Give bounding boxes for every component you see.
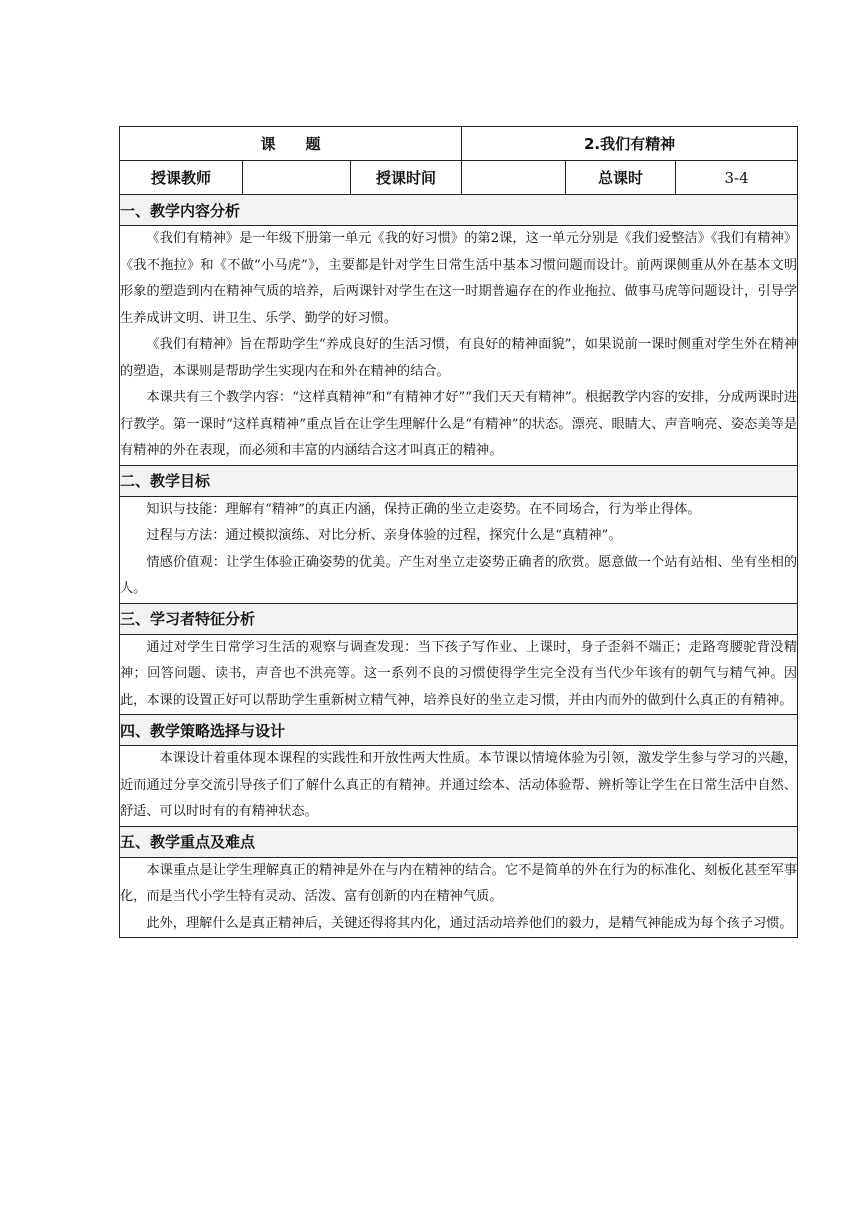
section-title-content-analysis: 一、教学内容分析	[120, 195, 798, 226]
paragraph: 通过对学生日常学习生活的观察与调查发现：当下孩子写作业、上课时，身子歪斜不端正；走路弯腰驼背没精神；回答问题、读书，声音也不洪亮等。这一系列不良的习惯使得学生完全没有当代少年该有的朝气与精气神。因此，本课的设置正好可以帮助学生重新树立精气神，培养良好的坐立走习惯，并由内而外的做到什么真正的有精神。	[120, 639, 798, 708]
teacher-label: 授课教师	[120, 161, 243, 195]
section-body	[120, 634, 798, 715]
paragraph: 过程与方法：通过模拟演练、对比分析、亲身体验的过程，探究什么是“真精神”。	[146, 528, 622, 543]
topic-row	[120, 127, 798, 161]
lesson-plan-table	[119, 126, 798, 938]
info-row	[120, 161, 798, 195]
section-body-learner-analysis	[120, 634, 798, 715]
section-body	[120, 496, 798, 603]
section-heading	[120, 465, 798, 496]
time-label: 授课时间	[351, 161, 462, 195]
section-title-objectives: 二、教学目标	[120, 465, 798, 496]
paragraph: 知识与技能：理解有“精神”的真正内涵，保持正确的坐立走姿势。在不同场合，行为举止得体。	[146, 501, 701, 517]
section-title-strategy: 四、教学策略选择与设计	[120, 715, 798, 746]
section-body	[120, 226, 798, 466]
section-heading	[120, 195, 798, 226]
paragraph: 本课设计着重体现本课程的实践性和开放性两大性质。本节课以情境体验为引领，激发学生参与学习的兴趣，近而通过分享交流引导孩子们了解什么真正的有精神。并通过绘本、活动体验帮、辨析等让学生在日常生活中自然、舒适、可以时时有的有精神状态。	[120, 751, 798, 819]
paragraph: 本课共有三个教学内容：“这样真精神”和“有精神才好”“我们天天有精神”。根据教学内容的安排，分成两课时进行教学。第一课时“这样真精神”重点旨在让学生理解什么是“有精神”的状态。漂亮、眼睛大、声音响亮、姿态美等是有精神的外在表现，而必须和丰富的内涵结合这才叫真正的精神。	[120, 390, 798, 458]
paragraph: 情感价值观：让学生体验正确姿势的优美。产生对坐立走姿势正确者的欣赏。愿意做一个站有站相、坐有坐相的人。	[120, 554, 798, 596]
section-body-content-analysis	[120, 226, 798, 466]
section-title-key-points: 五、教学重点及难点	[120, 826, 798, 857]
paragraph: 本课重点是让学生理解真正的精神是外在与内在精神的结合。它不是简单的外在行为的标准化、刻板化甚至军事化，而是当代小学生特有灵动、活泼、富有创新的内在精神气质。	[120, 862, 798, 904]
section-body-strategy	[120, 746, 798, 827]
teacher-value	[243, 161, 351, 195]
paragraph: 《我们有精神》是一年级下册第一单元《我的好习惯》的第2课，这一单元分别是《我们爱整洁》《我们有精神》《我不拖拉》和《不做“小马虎”》，主要都是针对学生日常生活中基本习惯问题而设计。前两课侧重从外在基本文明形象的塑造到内在精神气质的培养，后两课针对学生在这一时期普遍存在的作业拖拉、做事马虎等问题设计，引导学生养成讲文明、讲卫生、乐学、勤学的好习惯。	[120, 231, 798, 326]
section-heading	[120, 603, 798, 634]
paragraph: 此外，理解什么是真正精神后，关键还得将其内化，通过活动培养他们的毅力，是精气神能成为每个孩子习惯。	[146, 915, 793, 931]
hours-label: 总课时	[566, 161, 676, 195]
hours-value: 3-4	[676, 161, 798, 195]
section-body-objectives	[120, 496, 798, 603]
topic-value: 2.我们有精神	[462, 127, 798, 161]
section-title-learner-analysis: 三、学习者特征分析	[120, 603, 798, 634]
section-body-key-points	[120, 857, 798, 938]
section-body	[120, 746, 798, 827]
section-body	[120, 857, 798, 938]
section-heading	[120, 826, 798, 857]
topic-label: 课 题	[120, 127, 462, 161]
time-value	[462, 161, 566, 195]
section-heading	[120, 715, 798, 746]
paragraph: 《我们有精神》旨在帮助学生“养成良好的生活习惯，有良好的精神面貌”，如果说前一课时侧重对学生外在精神的塑造，本课则是帮助学生实现内在和外在精神的结合。	[120, 337, 798, 379]
